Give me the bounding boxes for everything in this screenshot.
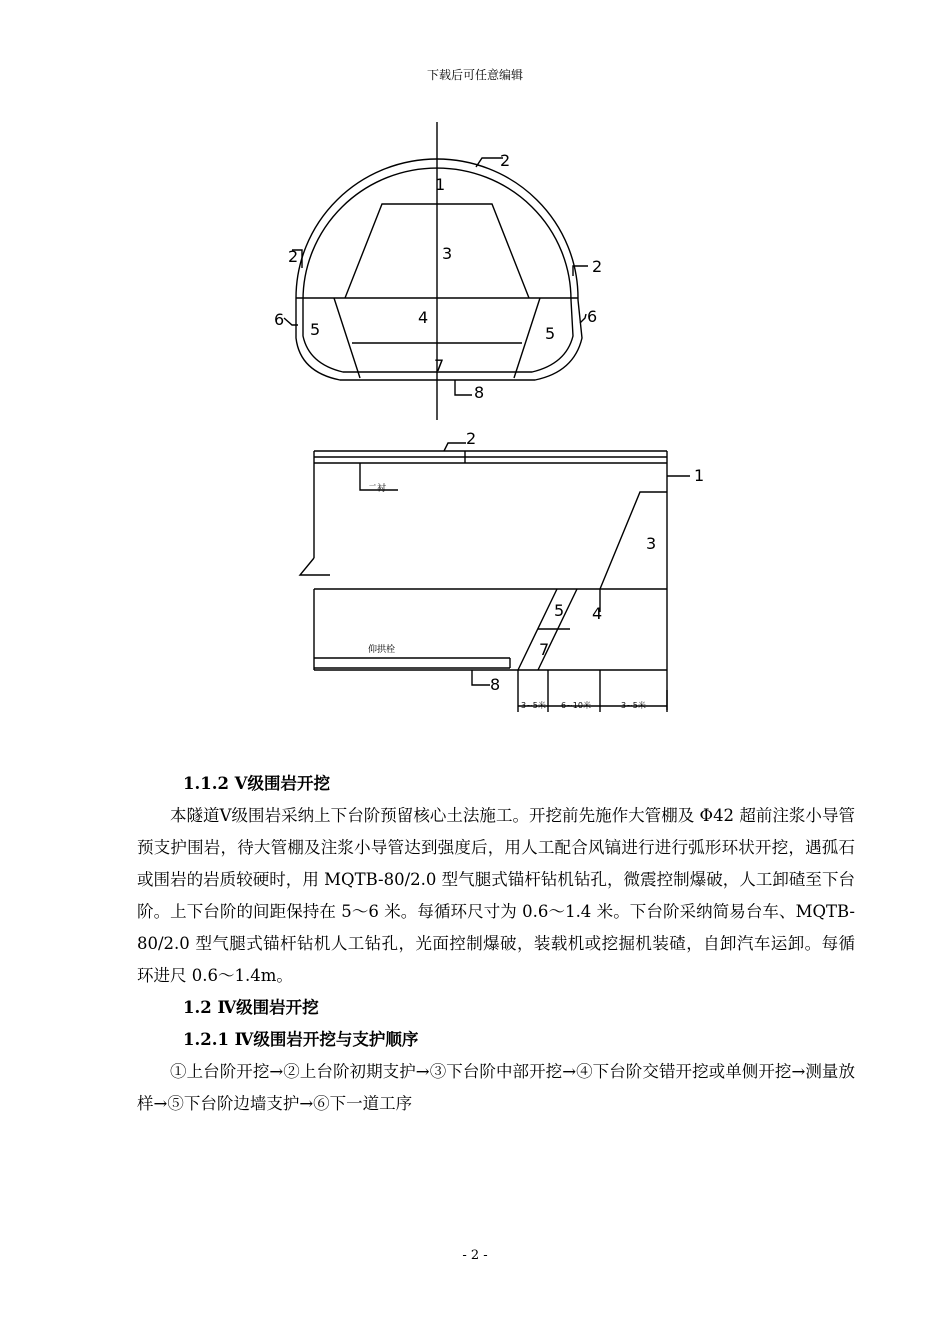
upper-core-slope (600, 492, 667, 589)
blabel-1: 1 (694, 466, 705, 485)
heading-12: 1.2 Ⅳ级围岩开挖 (183, 998, 319, 1017)
blabel-5: 5 (554, 601, 565, 620)
blabel-2: 2 (466, 429, 477, 448)
blabel-7: 7 (539, 640, 550, 659)
dim-label-3: 3~5米 (621, 701, 646, 710)
left-step (300, 558, 330, 575)
heading-121: 1.2.1 Ⅳ级围岩开挖与支护顺序 (183, 1030, 419, 1049)
paragraph-121: ①上台阶开挖→②上台阶初期支护→③下台阶中部开挖→④下台阶交错开挖或单侧开挖→测量放样→⑤下台阶边墙支护→⑥下一道工序 (137, 1062, 855, 1113)
heading-112: 1.1.2 V级围岩开挖 (183, 774, 330, 793)
blabel-3: 3 (646, 534, 657, 553)
label-2-right: 2 (592, 257, 603, 276)
leader-b8 (472, 670, 490, 685)
label-5-right: 5 (545, 324, 556, 343)
label-1: 1 (435, 175, 446, 194)
paragraph-112: 本隧道V级围岩采纳上下台阶预留核心土法施工。开挖前先施作大管棚及 Φ42 超前注浆小导管预支护围岩，待大管棚及注浆小导管达到强度后，用人工配合风镐进行进行弧形环状开挖，遇孤石或围岩的岩质较硬时，用 MQTB-80/2.0 型气腿式锚杆钻机钻孔，微震控制爆破，人工卸碴至下台阶。上下台阶的间距保持在 5～6 米。每循环尺寸为 0.6～1.4 米。下台阶采纳简易台车、MQTB-80/2.0 型气腿式锚杆钻机人工钻孔，光面控制爆破，装载机或挖掘机装碴，自卸汽车运卸。每循环进尺 0.6～1.4m。 (137, 806, 855, 985)
inner-excavation-line (303, 168, 573, 372)
label-8: 8 (474, 383, 485, 402)
dim-label-2: 6~10米 (561, 701, 591, 710)
dim-label-1: 3~5米 (521, 701, 546, 710)
blabel-invert: 仰拱栓 (368, 645, 396, 655)
label-4: 4 (418, 308, 429, 327)
blabel-4: 4 (592, 604, 603, 623)
leader-8 (455, 380, 472, 395)
blabel-lining: 二衬 (368, 484, 387, 494)
document-body (137, 768, 855, 1120)
label-3: 3 (442, 244, 453, 263)
label-6-left: 6 (274, 310, 285, 329)
label-2-left: 2 (288, 247, 299, 266)
left-wall-line (334, 298, 360, 378)
leader-6b (580, 314, 586, 323)
leader-b2 (444, 443, 466, 451)
label-2-top: 2 (500, 151, 511, 170)
page-number: - 2 - (462, 1248, 488, 1263)
page-header: 下载后可任意编辑 (426, 68, 523, 82)
label-7: 7 (434, 356, 445, 375)
label-6-right: 6 (587, 307, 598, 326)
right-wall-line (514, 298, 540, 378)
blabel-8: 8 (490, 675, 501, 694)
label-5-left: 5 (310, 320, 321, 339)
